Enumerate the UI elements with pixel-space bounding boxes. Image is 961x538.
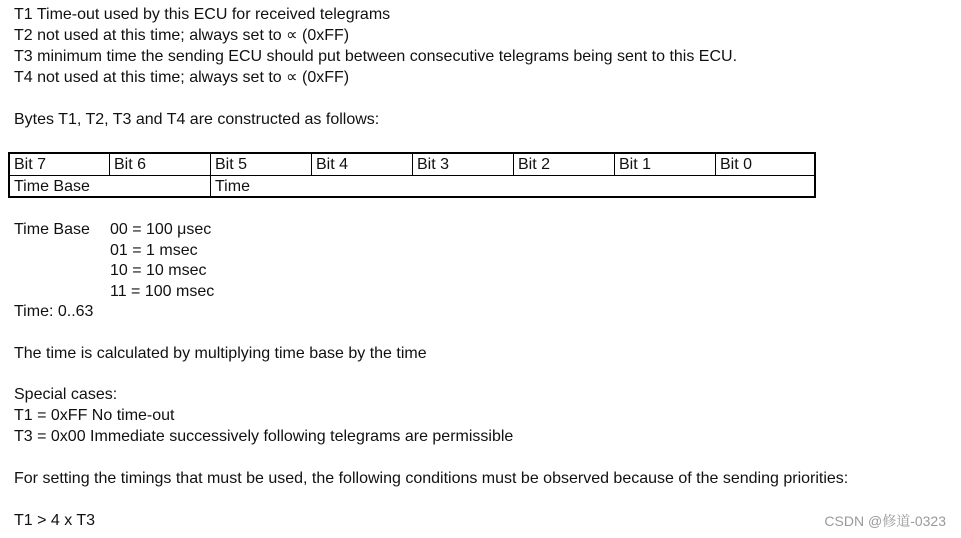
time-field: Time [215,178,250,195]
timer-definition-t1: T1 Time-out used by this ECU for received telegrams [14,6,391,23]
bit-header-cell: Bit 7 [10,154,110,175]
bit-field-row [10,176,814,197]
bit-header-row [10,154,814,176]
bit-header-cell: Bit 2 [514,154,615,175]
bit-header-cell: Bit 4 [312,154,413,175]
construction-intro: Bytes T1, T2, T3 and T4 are constructed as follows: [14,111,380,128]
bit-header-cell: Bit 3 [413,154,514,175]
time-base-value: 01 = 1 msec [110,242,198,259]
timing-condition: T1 > 4 x T3 [14,512,96,529]
time-base-value: 11 = 100 msec [110,283,215,300]
timer-definition-t3: T3 minimum time the sending ECU should put between consecutive telegrams being sent to this ECU. [14,48,738,65]
special-cases-title: Special cases: [14,386,118,403]
bit-header-cell: Bit 6 [110,154,211,175]
bit-layout-table [8,152,816,198]
watermark: CSDN @修道-0323 [824,513,946,529]
time-base-value: 00 = 100 μsec [110,221,212,238]
bit-header-cell: Bit 0 [720,156,753,173]
special-case-item: T1 = 0xFF No time-out [14,407,175,424]
timer-definition-t4: T4 not used at this time; always set to ∝ (0xFF) [14,69,350,86]
time-base-label: Time Base [14,221,90,238]
time-range: Time: 0..63 [14,303,94,320]
calculation-note: The time is calculated by multiplying time base by the time [14,345,427,362]
timer-definition-t2: T2 not used at this time; always set to ∝ (0xFF) [14,27,350,44]
bit-header-cell: Bit 1 [615,154,716,175]
bit-header-cell: Bit 5 [211,154,312,175]
time-base-field: Time Base [10,176,211,197]
conditions-intro: For setting the timings that must be used, the following conditions must be observed because of the sending priorities: [14,470,849,487]
time-base-value: 10 = 10 msec [110,262,207,279]
special-case-item: T3 = 0x00 Immediate successively following telegrams are permissible [14,428,514,445]
